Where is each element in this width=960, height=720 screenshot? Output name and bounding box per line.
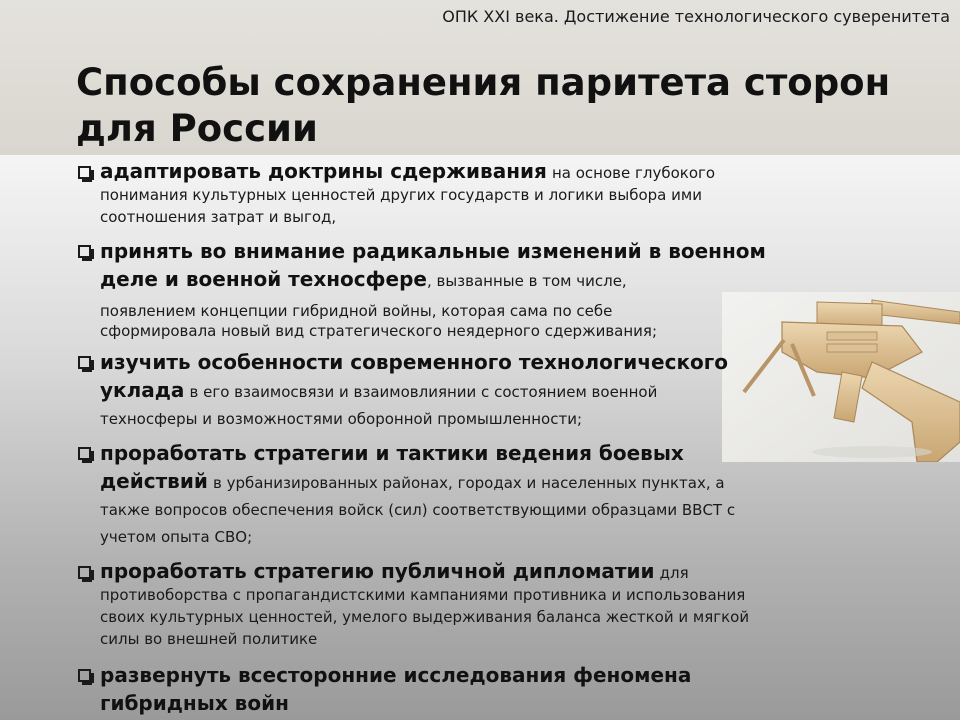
checkbox-bullet-icon: [78, 166, 91, 179]
bullet-bold-text: изучить особенности современного технологического уклада: [100, 350, 728, 402]
checkbox-bullet-icon: [78, 245, 91, 258]
bullet-text: в урбанизированных районах, городах и населенных пунктах, а также вопросов обеспечения войск (сил) соответствующими образцами ВВСТ с учетом опыта СВО;: [100, 474, 736, 546]
checkbox-bullet-icon: [78, 447, 91, 460]
list-item: [76, 440, 760, 550]
checkbox-bullet-icon: [78, 356, 91, 369]
slide-subtitle: ОПК XXI века. Достижение технологического суверенитета: [442, 7, 950, 26]
bullet-text: для противоборства с пропагандистскими кампаниями противника и использования своих культурных ценностей, умелого выдерживания баланса жесткой и мягкой силы во внешней политике: [100, 564, 750, 648]
list-item: [76, 160, 776, 228]
bullet-text: , вызванные в том числе,: [426, 272, 627, 290]
bullet-text: в его взаимосвязи и взаимовлиянии с состоянием военной техносферы и возможностями оборонной промышленности;: [100, 383, 658, 428]
bullet-bold-text: адаптировать доктрины сдерживания: [100, 159, 547, 183]
list-item: [76, 238, 776, 341]
bullet-bold-text: принять во внимание радикальные изменений в военном деле и военной техносфере: [100, 239, 766, 291]
bullet-list: [76, 160, 776, 718]
slide-title: Способы сохранения паритета сторон для России: [76, 61, 891, 150]
list-item: [76, 560, 776, 650]
bullet-bold-text: развернуть всесторонние исследования феномена гибридных войн: [100, 663, 692, 715]
list-item: [76, 662, 740, 718]
list-item: [76, 349, 740, 432]
bullet-extra-text: появлением концепции гибридной войны, которая сама по себе сформировала новый вид стратегического неядерного сдерживания;: [100, 302, 658, 340]
bullet-text: на основе глубокого понимания культурных ценностей других государств и логики выбора ими соотношения затрат и выгод,: [100, 164, 716, 226]
checkbox-bullet-icon: [78, 669, 91, 682]
bullet-bold-text: проработать стратегии и тактики ведения боевых действий: [100, 441, 684, 493]
bullet-bold-text: проработать стратегию публичной дипломатии: [100, 559, 655, 583]
checkbox-bullet-icon: [78, 566, 91, 579]
